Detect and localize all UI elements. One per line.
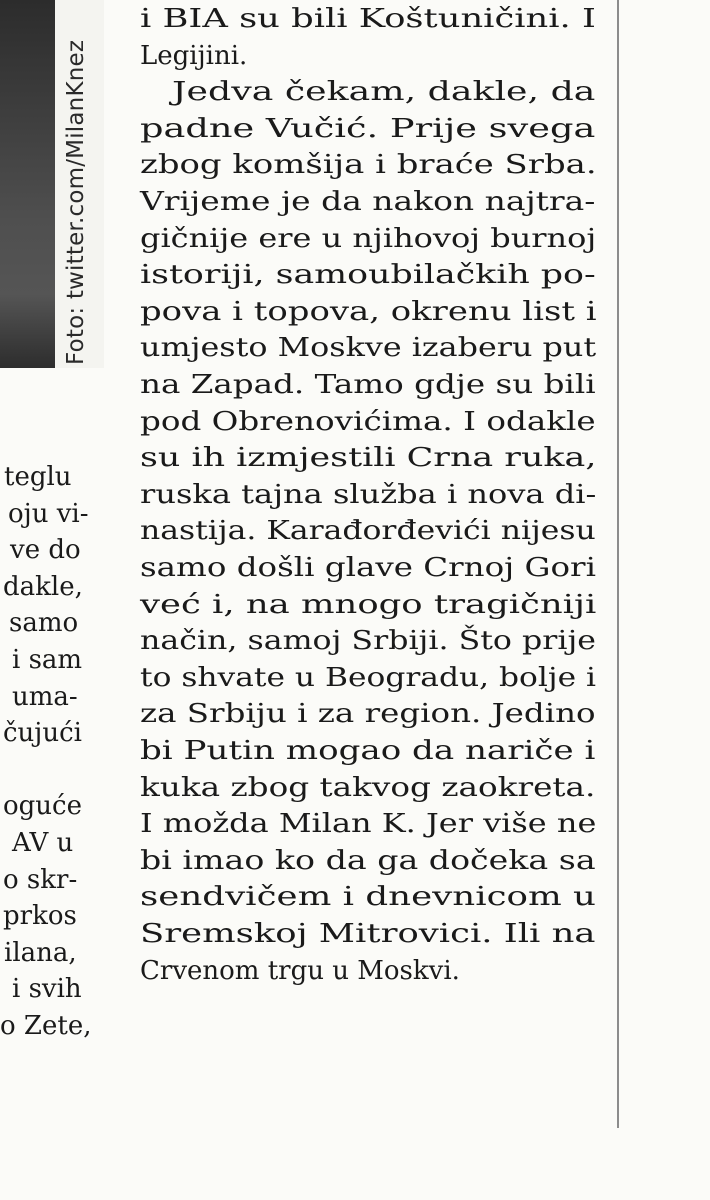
column-divider xyxy=(617,0,619,1128)
left-column-line: čujući xyxy=(3,718,82,749)
article-line: Crvenom trgu u Moskvi. xyxy=(140,955,460,986)
article-line: Legijini. xyxy=(140,40,248,71)
photo-image-area xyxy=(0,0,55,368)
article-line: I možda Milan K. Jer više ne xyxy=(140,809,597,840)
article-line: pova i topova, okrenu list i xyxy=(140,296,597,327)
article-line: zbog komšija i braće Srba. xyxy=(140,150,597,181)
article-line: to shvate u Beogradu, bolje i xyxy=(140,662,597,693)
article-line: Vrijeme je da nakon najtra- xyxy=(140,187,596,217)
article-line: bi Putin mogao da nariče i xyxy=(140,736,596,766)
article-line: su ih izmjestili Crna ruka, xyxy=(140,443,597,474)
article-line: način, samoj Srbiji. Što prije xyxy=(140,626,596,657)
article-line: padne Vučić. Prije svega xyxy=(140,113,596,144)
left-column-line: i svih xyxy=(12,974,82,1005)
article-line: pod Obrenovićima. I odakle xyxy=(140,406,596,437)
left-column-line: oguće xyxy=(3,791,82,822)
left-column-line: ilana, xyxy=(4,937,77,968)
left-column-line: ve do xyxy=(10,535,81,566)
article-line: samo došli glave Crnoj Gori xyxy=(140,553,596,583)
article-line: istoriji, samoubilačkih po- xyxy=(140,260,596,291)
article-line: na Zapad. Tamo gdje su bili xyxy=(140,370,596,400)
article-line: već i, na mnogo tragičniji xyxy=(140,589,597,620)
article-line: Sremskoj Mitrovici. Ili na xyxy=(140,919,596,949)
left-column-line: samo xyxy=(9,608,79,639)
left-column-line: o skr- xyxy=(3,864,78,895)
article-line: sendvičem i dnevnicom u xyxy=(140,882,596,913)
photo-credit: Foto: twitter.com/MilanKnez xyxy=(63,39,89,365)
left-column-line: dakle, xyxy=(3,571,83,602)
article-line: ruska tajna služba i nova di- xyxy=(140,479,597,510)
left-column-line: i sam xyxy=(12,645,83,675)
article-line: nastija. Karađorđevići nijesu xyxy=(140,516,596,547)
left-column-line: uma- xyxy=(12,681,78,712)
article-line: bi imao ko da ga dočeka sa xyxy=(140,845,596,876)
left-column-line: oju vi- xyxy=(8,498,89,529)
article-photo xyxy=(0,0,104,368)
article-line: gičnije ere u njihovoj burnoj xyxy=(140,223,597,254)
article-line: Jedva čekam, dakle, da xyxy=(172,77,596,108)
left-column-line: teglu xyxy=(4,462,72,492)
article-line: za Srbiju i za region. Jedino xyxy=(140,699,596,730)
left-column-line: o Zete, xyxy=(0,1011,92,1041)
article-line: kuka zbog takvog zaokreta. xyxy=(140,772,596,803)
left-column-line: AV u xyxy=(12,828,74,858)
left-column-line: prkos xyxy=(3,901,77,932)
article-line: i BIA su bili Koštuničini. I xyxy=(140,4,596,34)
article-line: umjesto Moskve izaberu put xyxy=(140,333,597,364)
